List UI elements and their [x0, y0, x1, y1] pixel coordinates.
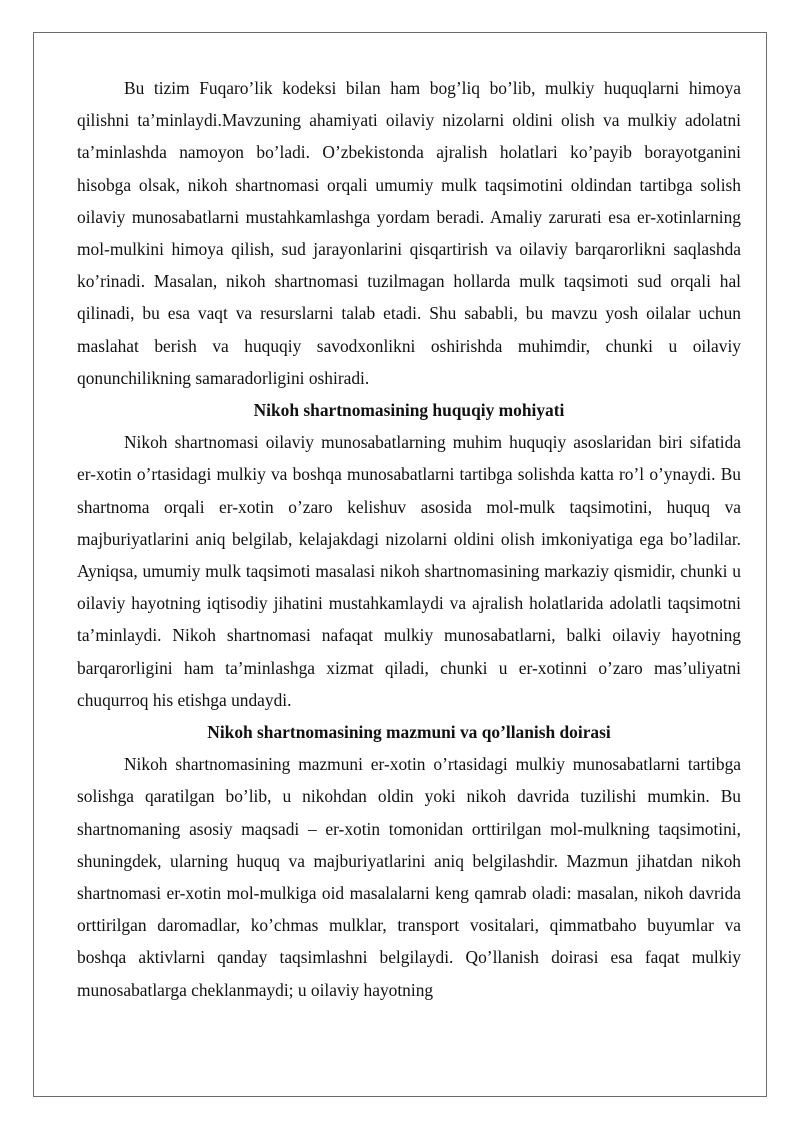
section-heading-content-scope: Nikoh shartnomasining mazmuni va qo’llanish doirasi: [207, 722, 611, 743]
document-body: [77, 72, 741, 1006]
paragraph-content-scope: Nikoh shartnomasining mazmuni er-xotin o’rtasidagi mulkiy munosabatlarni tartibga solishga qaratilgan bo’lib, u nikohdan oldin yoki nikoh davrida tuzilishi mumkin. Bu shartnomaning asosiy maqsadi – er-xotin tomonidan orttirilgan mol-mulkning taqsimotini, shuningdek, ularning huquq va majburiyatlarini aniq belgilashdir. Mazmun jihatdan nikoh shartnomasi er-xotin mol-mulkiga oid masalalarni keng qamrab oladi: masalan, nikoh davrida orttirilgan daromadlar, ko’chmas mulklar, transport vositalari, qimmatbaho buyumlar va boshqa aktivlarni qanday taqsimlashni belgilaydi. Qo’llanish doirasi esa faqat mulkiy munosabatlarga cheklanmaydi; u oilaviy hayotning: [77, 754, 741, 1000]
paragraph-legal-essence: Nikoh shartnomasi oilaviy munosabatlarning muhim huquqiy asoslaridan biri sifatida er-xotin o’rtasidagi mulkiy va boshqa munosabatlarni tartibga solishda katta ro’l o’ynaydi. Bu shartnoma orqali er-xotin o’zaro kelishuv asosida mol-mulk taqsimotini, huquq va majburiyatlarini aniq belgilab, kelajakdagi nizolarni oldini olish imkoniyatiga ega bo’ladilar. Ayniqsa, umumiy mulk taqsimoti masalasi nikoh shartnomasining markaziy qismidir, chunki u oilaviy hayotning iqtisodiy jihatini mustahkamlaydi va ajralish holatlarida adolatli taqsimotni ta’minlaydi. Nikoh shartnomasi nafaqat mulkiy munosabatlarni, balki oilaviy hayotning barqarorligini ham ta’minlashga xizmat qiladi, chunki u er-xotinni o’zaro mas’uliyatni chuqurroq his etishga undaydi.: [77, 432, 741, 710]
paragraph-intro: Bu tizim Fuqaro’lik kodeksi bilan ham bog’liq bo’lib, mulkiy huquqlarni himoya qilishni ta’minlaydi.Mavzuning ahamiyati oilaviy nizolarni oldini olish va mulkiy adolatni ta’minlashda namoyon bo’ladi. O’zbekistonda ajralish holatlari ko’payib borayotganini hisobga olsak, nikoh shartnomasi orqali umumiy mulk taqsimotini oldindan tartibga solish oilaviy munosabatlarni mustahkamlashga yordam beradi. Amaliy zarurati esa er-xotinlarning mol-mulkini himoya qilish, sud jarayonlarini qisqartirish va oilaviy barqarorlikni saqlashda ko’rinadi. Masalan, nikoh shartnomasi tuzilmagan hollarda mulk taqsimoti sud orqali hal qilinadi, bu esa vaqt va resurslarni talab etadi. Shu sababli, bu mavzu yosh oilalar uchun maslahat berish va huquqiy savodxonlikni oshirishda muhimdir, chunki u oilaviy qonunchilikning samaradorligini oshiradi.: [77, 78, 741, 388]
section-heading-legal-essence: Nikoh shartnomasining huquqiy mohiyati: [253, 400, 565, 421]
